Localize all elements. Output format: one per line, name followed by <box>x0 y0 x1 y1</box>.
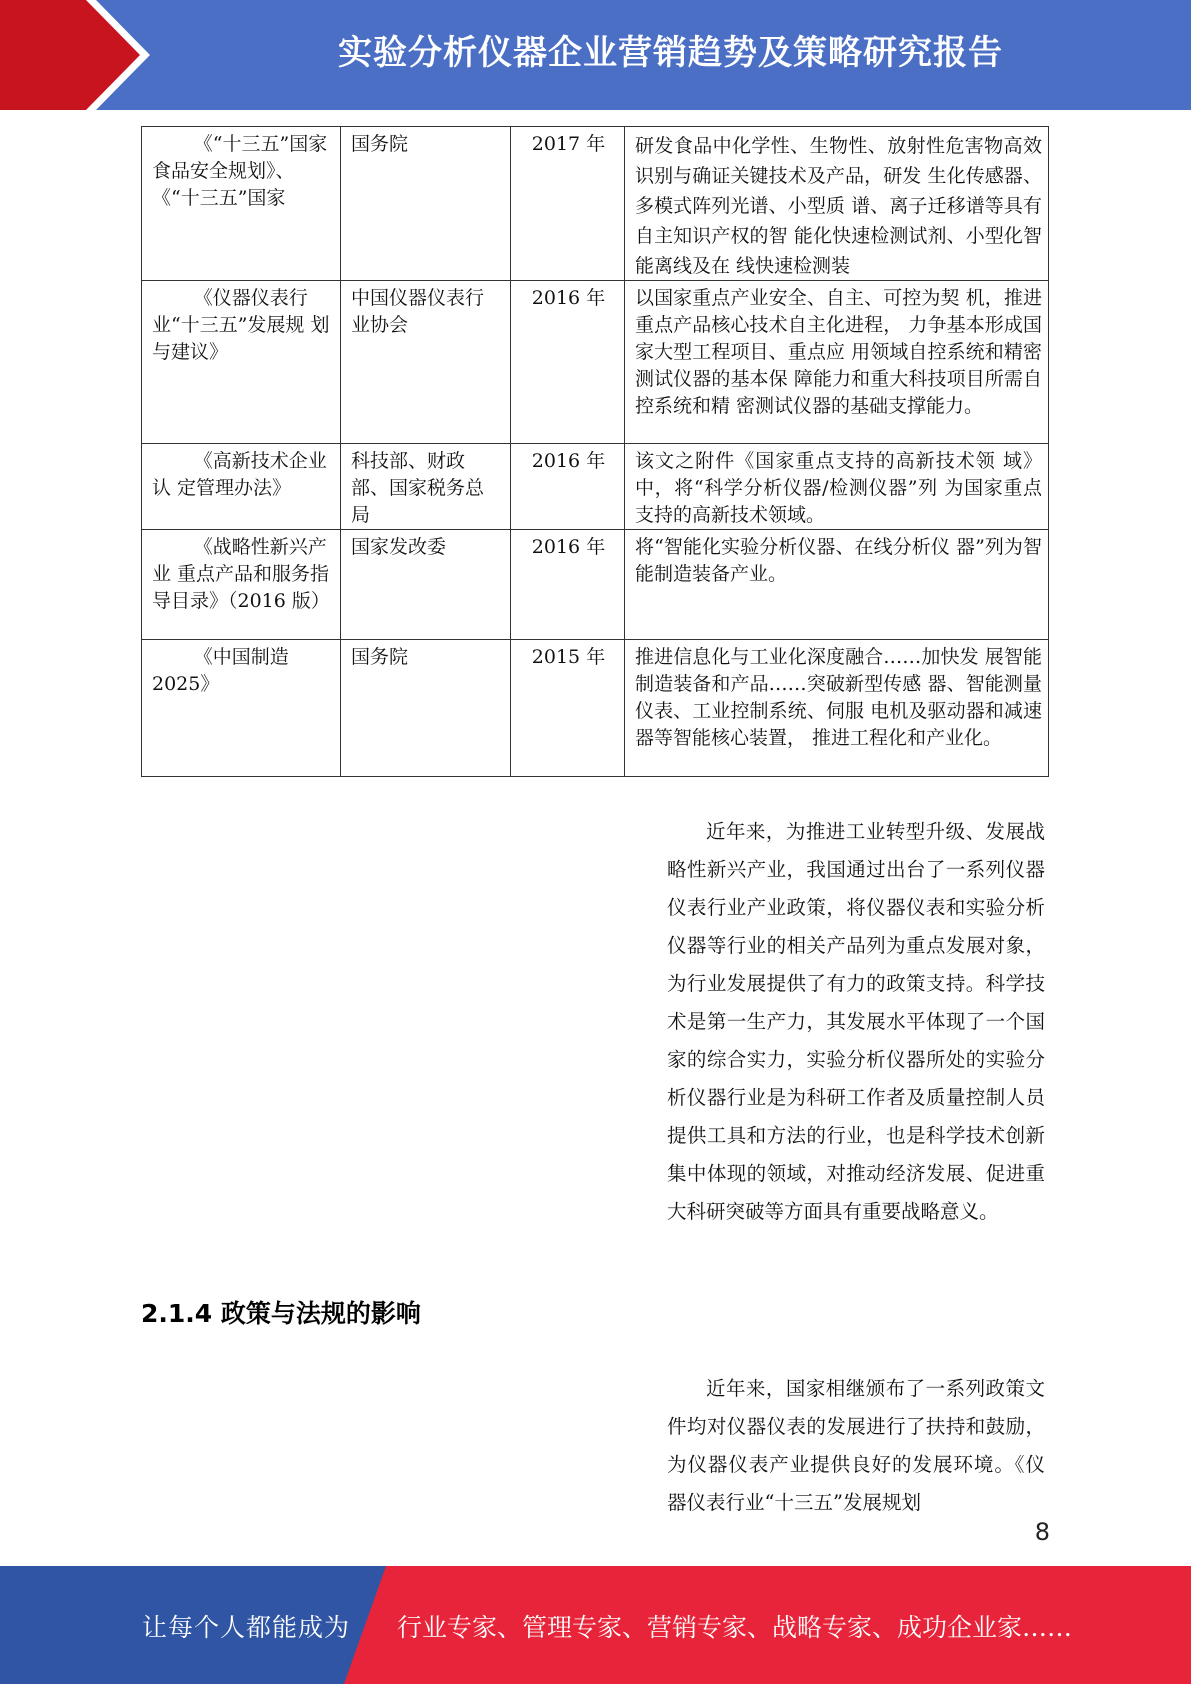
table-row <box>141 639 1049 777</box>
content-cell: 该文之附件《国家重点支持的高新技术领 域》中，将“科学分析仪器/检测仪器”列 为国家重点支持的高新技术领域。 <box>635 450 1042 526</box>
content-cell: 将“智能化实验分析仪器、在线分析仪 器”列为智能制造装备产业。 <box>635 536 1042 585</box>
table-row <box>141 443 1049 529</box>
footer-slogan-left: 让每个人都能成为 <box>142 1613 351 1642</box>
table-row <box>141 126 1049 280</box>
year-cell: 2016 年 <box>511 281 625 443</box>
table-row <box>141 280 1049 443</box>
year-cell: 2017 年 <box>511 127 625 280</box>
policy-name-cell: 《战略性新兴产业 重点产品和服务指 导目录》（2016 版） <box>142 530 341 639</box>
header-red-chevron-decoration <box>0 0 140 110</box>
policy-name-cell: 《仪器仪表行业“十三五”发展规 划与建议》 <box>142 281 341 443</box>
header-banner <box>0 0 1191 110</box>
section-heading: 2.1.4 政策与法规的影响 <box>141 1299 421 1328</box>
footer-banner <box>0 1566 1191 1684</box>
body-paragraph: 近年来，为推进工业转型升级、发展战略性新兴产业，我国通过出台了一系列仪器仪表行业产业政策，将仪器仪表和实验分析仪器等行业的相关产品列为重点发展对象，为行业发展提供了有力的政策支持。科学技术是第一生产力，其发展水平体现了一个国家的综合实力，实验分析仪器所处的实验分析仪器行业是为科研工作者及质量控制人员提供工具和方法的行业，也是科学技术创新集中体现的领域，对推动经济发展、促进重大科研突破等方面具有重要战略意义。 <box>667 820 1045 1223</box>
policy-name-cell: 《“十三五”国家食品安全规划》、《“十三五”国家 <box>142 127 341 280</box>
page-number: 8 <box>1034 1518 1050 1546</box>
policy-name-cell: 《高新技术企业认 定管理办法》 <box>142 444 341 529</box>
table-row <box>141 529 1049 639</box>
issuer-cell: 科技部、财政部、国家税务总局 <box>341 444 511 529</box>
body-paragraph: 近年来，国家相继颁布了一系列政策文件均对仪器仪表的发展进行了扶持和鼓励，为仪器仪表产业提供良好的发展环境。《仪器仪表行业“十三五”发展规划 <box>667 1377 1045 1514</box>
issuer-cell: 国务院 <box>341 127 511 280</box>
document-title: 实验分析仪器企业营销趋势及策略研究报告 <box>338 33 1003 73</box>
issuer-cell: 国务院 <box>341 640 511 776</box>
policy-table <box>141 126 1049 777</box>
year-cell: 2016 年 <box>511 530 625 639</box>
content-cell: 推进信息化与工业化深度融合……加快发 展智能制造装备和产品……突破新型传感 器、智能测量仪表、工业控制系统、伺服 电机及驱动器和减速器等智能核心装置， 推进工程化和产业化。 <box>635 646 1042 749</box>
issuer-cell: 中国仪器仪表行业协会 <box>341 281 511 443</box>
year-cell: 2015 年 <box>511 640 625 776</box>
content-cell: 研发食品中化学性、生物性、放射性危害物高效识别与确证关键技术及产品，研发 生化传感器、多模式阵列光谱、小型质 谱、离子迁移谱等具有自主知识产权的智 能化快速检测试剂、小型化智能离线及在 线快速检测装 <box>635 135 1042 277</box>
year-cell: 2016 年 <box>511 444 625 529</box>
issuer-cell: 国家发改委 <box>341 530 511 639</box>
content-cell: 以国家重点产业安全、自主、可控为契 机，推进重点产品核心技术自主化进程， 力争基本形成国家大型工程项目、重点应 用领域自控系统和精密测试仪器的基本保 障能力和重大科技项目所需自控系统和精 密测试仪器的基础支撑能力。 <box>635 287 1042 417</box>
policy-name-cell: 《中国制造2025》 <box>142 640 341 776</box>
footer-slogan-right: 行业专家、管理专家、营销专家、战略专家、成功企业家…… <box>397 1613 1073 1642</box>
